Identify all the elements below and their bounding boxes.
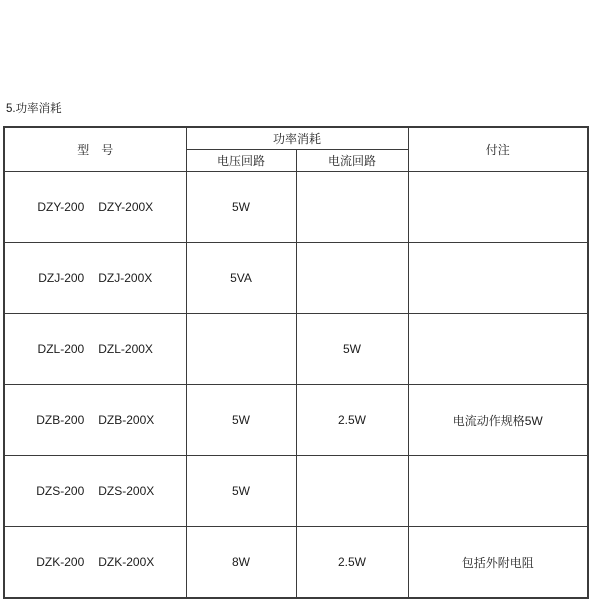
model-cell	[4, 527, 186, 599]
model-name-x: DZJ-200X	[98, 271, 153, 285]
voltage-circuit-value: 5W	[186, 385, 296, 456]
current-circuit-value: 5W	[296, 314, 408, 385]
model-name-x: DZY-200X	[98, 200, 154, 214]
note-value	[408, 456, 588, 527]
power-consumption-table	[3, 126, 589, 599]
voltage-circuit-value: 5W	[186, 456, 296, 527]
voltage-circuit-value: 8W	[186, 527, 296, 599]
table-row	[4, 527, 588, 599]
model-name-base: DZK-200	[36, 555, 85, 569]
header-row-top	[4, 127, 588, 150]
model-cell	[4, 385, 186, 456]
table-row	[4, 456, 588, 527]
model-name-x: DZS-200X	[98, 484, 155, 498]
note-value	[408, 243, 588, 314]
table-row	[4, 314, 588, 385]
model-name-base: DZB-200	[36, 413, 85, 427]
header-note: 付注	[408, 127, 588, 172]
note-value: 包括外附电阻	[408, 527, 588, 599]
current-circuit-value	[296, 243, 408, 314]
model-name-x: DZB-200X	[98, 413, 155, 427]
model-name-base: DZJ-200	[38, 271, 85, 285]
model-cell	[4, 172, 186, 243]
note-value: 电流动作规格5W	[408, 385, 588, 456]
model-cell	[4, 456, 186, 527]
header-model: 型 号	[4, 127, 186, 172]
current-circuit-value	[296, 172, 408, 243]
current-circuit-value	[296, 456, 408, 527]
model-name-base: DZY-200	[37, 200, 85, 214]
voltage-circuit-value: 5VA	[186, 243, 296, 314]
table-row	[4, 243, 588, 314]
model-name-x: DZL-200X	[98, 342, 153, 356]
voltage-circuit-value	[186, 314, 296, 385]
header-current-circuit: 电流回路	[296, 150, 408, 172]
model-name-base: DZL-200	[37, 342, 85, 356]
header-voltage-circuit: 电压回路	[186, 150, 296, 172]
section-title: 5.功率消耗	[6, 103, 62, 115]
note-value	[408, 172, 588, 243]
header-power-group: 功率消耗	[186, 127, 408, 150]
current-circuit-value: 2.5W	[296, 527, 408, 599]
table-body	[4, 172, 588, 599]
model-cell	[4, 314, 186, 385]
current-circuit-value: 2.5W	[296, 385, 408, 456]
table-row	[4, 172, 588, 243]
note-value	[408, 314, 588, 385]
table-header	[4, 127, 588, 172]
voltage-circuit-value: 5W	[186, 172, 296, 243]
table-row	[4, 385, 588, 456]
model-name-base: DZS-200	[36, 484, 85, 498]
model-cell	[4, 243, 186, 314]
model-name-x: DZK-200X	[98, 555, 155, 569]
